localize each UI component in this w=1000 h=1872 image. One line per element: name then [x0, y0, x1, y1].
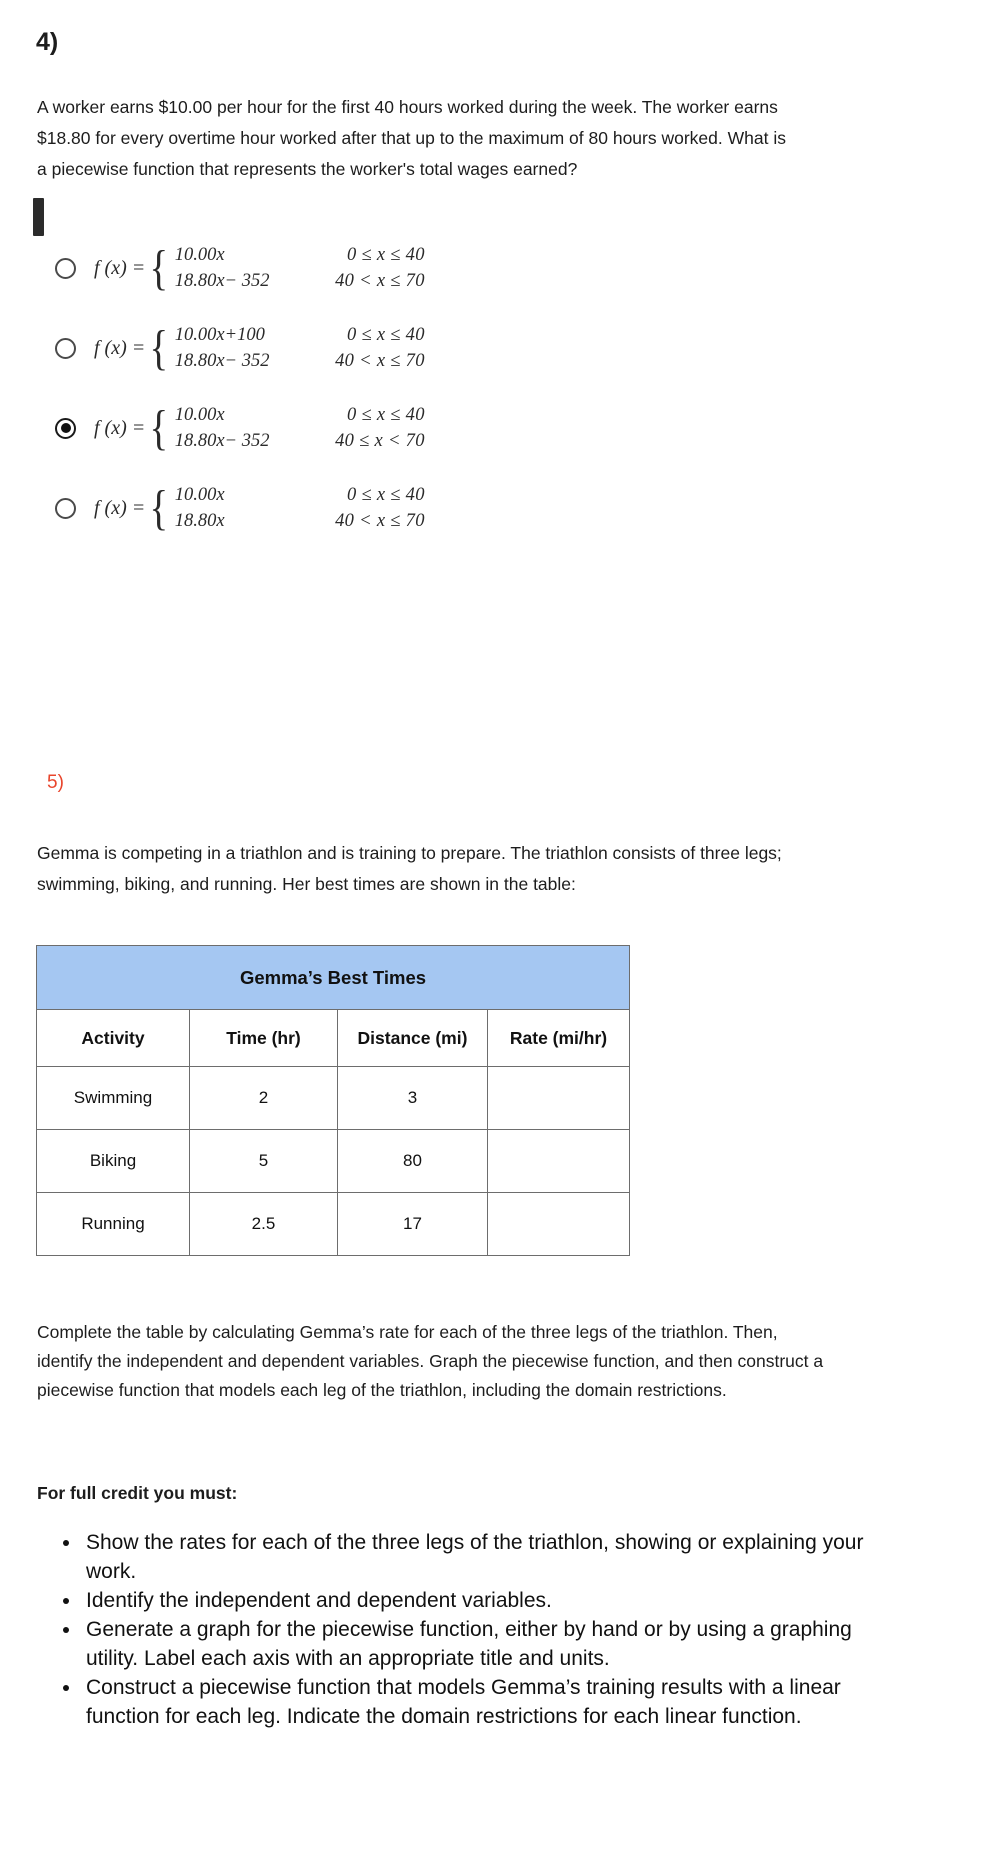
choice-2-line2-condition: 40 < x ≤ 70: [335, 351, 425, 371]
choice-2-formula: [94, 319, 425, 375]
question-5-task-paragraph: Complete the table by calculating Gemma’s rate for each of the three legs of the triathlon. Then, identify the independent and dependent variables. Graph the piecewise function, and then construct a piecewise function that models each leg of the triathlon, including the domain restrictions.: [37, 1322, 824, 1400]
cell-rate-running[interactable]: [488, 1193, 630, 1256]
radio-button-choice-1[interactable]: [55, 258, 76, 279]
radio-button-choice-4[interactable]: [55, 498, 76, 519]
table-title-row: [37, 946, 630, 1010]
question-5-stem: Gemma is competing in a triathlon and is training to prepare. The triathlon consists of three legs; swimming, biking, and running. Her best times are shown in the table:: [37, 843, 782, 894]
cell-time-biking: 5: [190, 1130, 338, 1193]
column-header-rate: Rate (mi/hr): [488, 1010, 630, 1067]
list-item: • Construct a piecewise function that models Gemma’s training results with a linear function for each leg. Indicate the domain restrictions for each linear function.: [82, 1673, 902, 1731]
column-header-time: Time (hr): [190, 1010, 338, 1067]
table-header-row: [37, 1010, 630, 1067]
function-label: f (x) =: [94, 416, 146, 439]
choice-3-line2-expression: 18.80x− 352: [174, 431, 270, 451]
answer-choice-4[interactable]: [55, 468, 475, 548]
choice-3-line1-expression: 10.00x: [174, 405, 225, 425]
cell-time-swimming: 2: [190, 1067, 338, 1130]
choice-4-line2-condition: 40 < x ≤ 70: [335, 511, 425, 531]
choice-3-line2-condition: 40 ≤ x < 70: [335, 431, 425, 451]
question-4-stem: A worker earns $10.00 per hour for the first 40 hours worked during the week. The worker earns $18.80 for every overtime hour worked after that up to the maximum of 80 hours worked. What is a piecewise function that represents the worker's total wages earned?: [37, 97, 786, 179]
text-caret-artifact: [33, 198, 44, 236]
cell-rate-biking[interactable]: [488, 1130, 630, 1193]
answer-choice-3[interactable]: [55, 388, 475, 468]
cell-rate-swimming[interactable]: [488, 1067, 630, 1130]
full-credit-heading: For full credit you must:: [37, 1483, 238, 1503]
radio-button-choice-2[interactable]: [55, 338, 76, 359]
function-label: f (x) =: [94, 496, 146, 519]
cell-activity-running: Running: [37, 1193, 190, 1256]
cell-activity-biking: Biking: [37, 1130, 190, 1193]
question-4-number: 4): [36, 28, 59, 56]
table-row: [37, 1130, 630, 1193]
left-brace-icon: {: [149, 319, 169, 375]
left-brace-icon: {: [149, 239, 169, 295]
left-brace-icon: {: [149, 479, 169, 535]
list-item: • Generate a graph for the piecewise function, either by hand or by using a graphing utility. Label each axis with an appropriate title and units.: [82, 1615, 902, 1673]
choice-1-line1-condition: 0 ≤ x ≤ 40: [347, 245, 425, 265]
column-header-distance: Distance (mi): [338, 1010, 488, 1067]
cell-distance-running: 17: [338, 1193, 488, 1256]
choice-4-line1-expression: 10.00x: [174, 485, 225, 505]
left-brace-icon: {: [149, 399, 169, 455]
table-row: [37, 1067, 630, 1130]
radio-button-choice-3[interactable]: [55, 418, 76, 439]
table-row: [37, 1193, 630, 1256]
best-times-table: [36, 945, 630, 1256]
choice-4-line1-condition: 0 ≤ x ≤ 40: [347, 485, 425, 505]
choice-1-line1-expression: 10.00x: [174, 245, 225, 265]
choice-1-line2-expression: 18.80x− 352: [174, 271, 270, 291]
choice-1-formula: [94, 239, 425, 295]
function-label: f (x) =: [94, 336, 146, 359]
choice-2-line1-expression: 10.00x+100: [174, 325, 265, 345]
list-item: • Show the rates for each of the three legs of the triathlon, showing or explaining your work.: [82, 1528, 902, 1586]
question-4-choice-list: [55, 228, 475, 548]
choice-4-formula: [94, 479, 425, 535]
function-label: f (x) =: [94, 256, 146, 279]
question-5-number: 5): [47, 772, 64, 793]
cell-activity-swimming: Swimming: [37, 1067, 190, 1130]
choice-2-line1-condition: 0 ≤ x ≤ 40: [347, 325, 425, 345]
answer-choice-1[interactable]: [55, 228, 475, 308]
table-title: Gemma’s Best Times: [37, 946, 630, 1010]
answer-choice-2[interactable]: [55, 308, 475, 388]
choice-3-formula: [94, 399, 425, 455]
choice-1-line2-condition: 40 < x ≤ 70: [335, 271, 425, 291]
column-header-activity: Activity: [37, 1010, 190, 1067]
list-item: • Identify the independent and dependent variables.: [82, 1586, 902, 1615]
choice-3-line1-condition: 0 ≤ x ≤ 40: [347, 405, 425, 425]
cell-distance-biking: 80: [338, 1130, 488, 1193]
full-credit-requirements-list: [37, 1528, 902, 1731]
choice-2-line2-expression: 18.80x− 352: [174, 351, 270, 371]
choice-4-line2-expression: 18.80x: [174, 511, 225, 531]
cell-distance-swimming: 3: [338, 1067, 488, 1130]
cell-time-running: 2.5: [190, 1193, 338, 1256]
best-times-table-wrapper: [36, 945, 608, 1256]
